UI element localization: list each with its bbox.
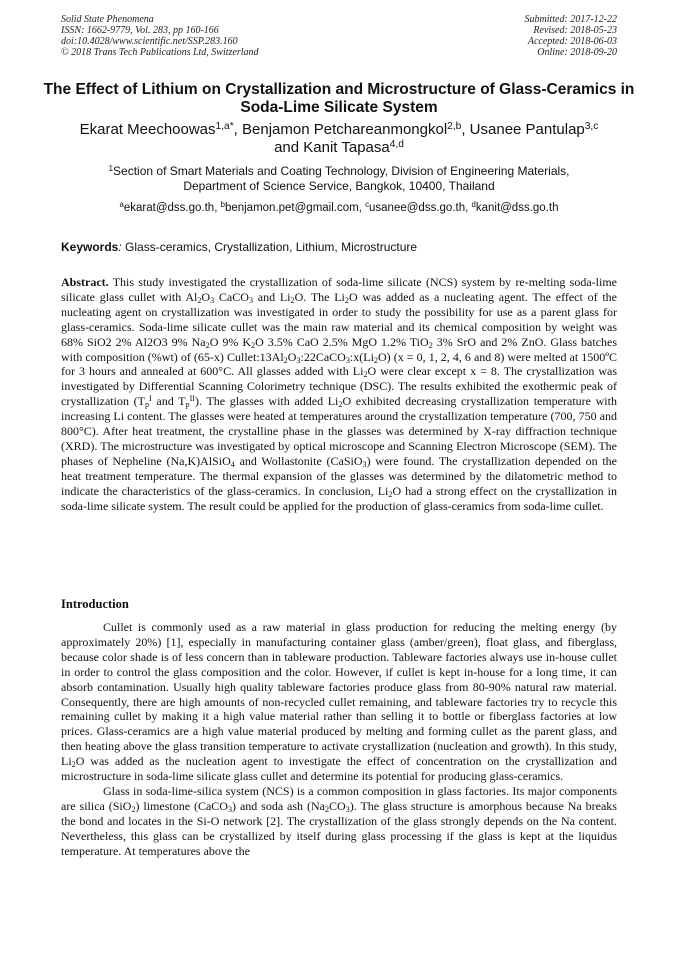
keywords [61,240,617,254]
paragraph: Glass in soda-lime-silica system (NCS) is a common composition in glass factories. Its major components are silica (SiO$_2$) limestone (CaCO$_3$) and soda ash $(Na_2CO_3)$. The glass structure is amorphous because Na breaks the bond and locates in the Si-O network [2]. The crystallization of the glass strongly depends on the Na content. Nevertheless, this glass can be crystallized by itself during glass processing if the glass is kept at the liquidus temperature. At temperatures above the [61,783,617,858]
submitted-date: Submitted: 2017-12-22 [524,14,617,25]
copyright-line: © 2018 Trans Tech Publications Ltd, Switzerland [61,47,259,58]
author-separator: , [233,121,243,138]
keywords-colon: : [118,240,122,254]
author-name: Kanit Tapasa [303,139,390,156]
author-separator: , [461,121,470,138]
abstract [61,275,617,514]
author-name: Usanee Pantulap [469,121,585,138]
author-affil-marker: 1,a* [215,120,234,132]
keywords-text: Glass-ceramics, Crystallization, Lithium, Microstructure [121,240,418,254]
online-date: Online: 2018-09-20 [537,47,617,58]
email-address[interactable]: benjamon.pet@gmail.com [224,202,359,214]
email-list: $^a$ekarat@dss.go.th, $^b$benjamon.pet@gmail.com, $^c$usanee@dss.go.th, $^d$kanit@dss.go.th [119,200,559,214]
affiliation-line-2: Department of Science Service, Bangkok, 10400, Thailand [183,179,495,193]
affiliation-line-1 [40,164,638,179]
email-address[interactable]: ekarat@dss.go.th [123,202,215,214]
paragraph: Cullet is commonly used as a raw material in glass production for reducing the melting energy (by approximately 20%) [1], especially in manufacturing container glass (amber/green), float glass, and fiberglass, because color shade is of less concern than in tableware production. Tableware factories always use in-house cullet in order to control the glass composition and the color. However, if cullet is kept in-house for a long time, it can absorb contamination. Usually high quality tableware factories produce glass from 80-90% natural raw material. Consequently, there are high amounts of non-recycled cullet remaining, and tableware factories try to recycle this remaining cullet by making it a high value material rather than selling it to bottle or fiberglass factories at low prices. Glass-ceramics are a high value material produced by melting and forming cullet as the parent glass, and then heating above the glass transition temperature to activate crystallization (nucleation and growth). In this study, $Li_2O$ was added as the nucleation agent to investigate the effect of concentration on the crystallization and microstructure in soda-lime silicate glass cullet and determine its potential for producing glass-ceramics. [61,620,617,784]
keywords-label: Keywords [61,240,119,254]
affiliation-text: Section of Smart Materials and Coating Technology, Division of Engineering Materials, [113,164,570,178]
journal-name: Solid State Phenomena [61,14,154,25]
submission-dates [525,14,618,58]
doi-line: doi:10.4028/www.scientific.net/SSP.283.160 [61,36,238,47]
revised-date: Revised: 2018-05-23 [533,25,617,36]
affiliation-marker: 1 [108,163,114,173]
authors-line-1 [40,121,638,139]
abstract-label: Abstract. [61,275,109,289]
paper-title: The Effect of Lithium on Crystallization and Microstructure of Glass-Ceramics in Soda-Lime Silicate System [43,81,635,116]
issn-line: ISSN: 1662-9779, Vol. 283, pp 160-166 [61,25,219,36]
affiliation [40,164,638,194]
email-marker: c [365,200,370,210]
email-marker: b [220,200,225,210]
authors-line-2 [40,139,638,157]
author-name: Ekarat Meechoowas [79,121,216,138]
section-heading-introduction: Introduction [61,597,129,611]
email-address[interactable]: usanee@dss.go.th [369,202,466,214]
author-list [40,121,638,157]
author-affil-marker: 3,c [584,120,599,132]
publication-info [61,14,259,58]
email-marker: d [471,200,476,210]
accepted-date: Accepted: 2018-06-03 [527,36,617,47]
author-conjunction: and [274,139,304,156]
introduction-section [61,620,617,859]
author-name: Benjamon Petchareanmongkol [242,121,448,138]
email-address[interactable]: kanit@dss.go.th [475,202,559,214]
email-marker: a [119,200,124,210]
abstract-text: This study investigated the crystallization of soda-lime silicate (NCS) system by re-melting soda-lime silicate glass cullet with $Al_2O_3$ CaCO$_3$ and $Li_2O$. The $Li_2O$ was added as a nucleating agent. The effect of the nucleating agent on crystallization was investigated in order to study the possibility for use as a parent glass for glass-ceramics. Soda-lime silicate cullet was the main raw material and its chemical composition by weight was 68% SiO2 2% Al2O3 9% $Na_2O$ 9% $K_2O$ 3.5% CaO 2.5% MgO 1.2% TiO$_2$ 3% SrO and 2% ZnO. Glass batches with composition (%wt) of (65-x) $Cullet:13Al_2O_3:22CaCO_3:x(Li_2O) (x = 0$, 1, 2, 4, 6 and 8) were melted at 1500ºC for 3 hours and annealed at 600°C. All glasses added with $Li_2O$ were clear except x = 8. The crystallization was investigated by Differential Scanning Colorimetry technique (DSC). The results exhibited the exothermic peak of crystallization ($T_p^I$ and $T_p^{II}$). The glasses with added $Li_2O$ exhibited decreasing crystallization temperature with increasing Li content. The glasses were heated at temperatures around the crystallization temperature (700, 750 and 800°C). After heat treatment, the crystalline phase in the glasses was determined by X-ray diffraction technique (XRD). The microstructure was investigated by optical microscope and Scanning Electron Microscope (SEM). The phases of Nepheline (Na,K)AlSiO$_4$ and Wollastonite (CaSiO$_3$) were found. The crystallization depended on the heat treatment temperature. The thermal expansion of the glasses was determined by the dilatometric method to indicate the characteristics of the glass-ceramics. In conclusion, $Li_2O$ had a strong effect on the crystallization in soda-lime silicate system. The result could be applied for the production of glass-ceramics from soda-lime cullet. [61,275,618,513]
author-affil-marker: 4,d [389,138,404,150]
author-affil-marker: 2,b [447,120,462,132]
